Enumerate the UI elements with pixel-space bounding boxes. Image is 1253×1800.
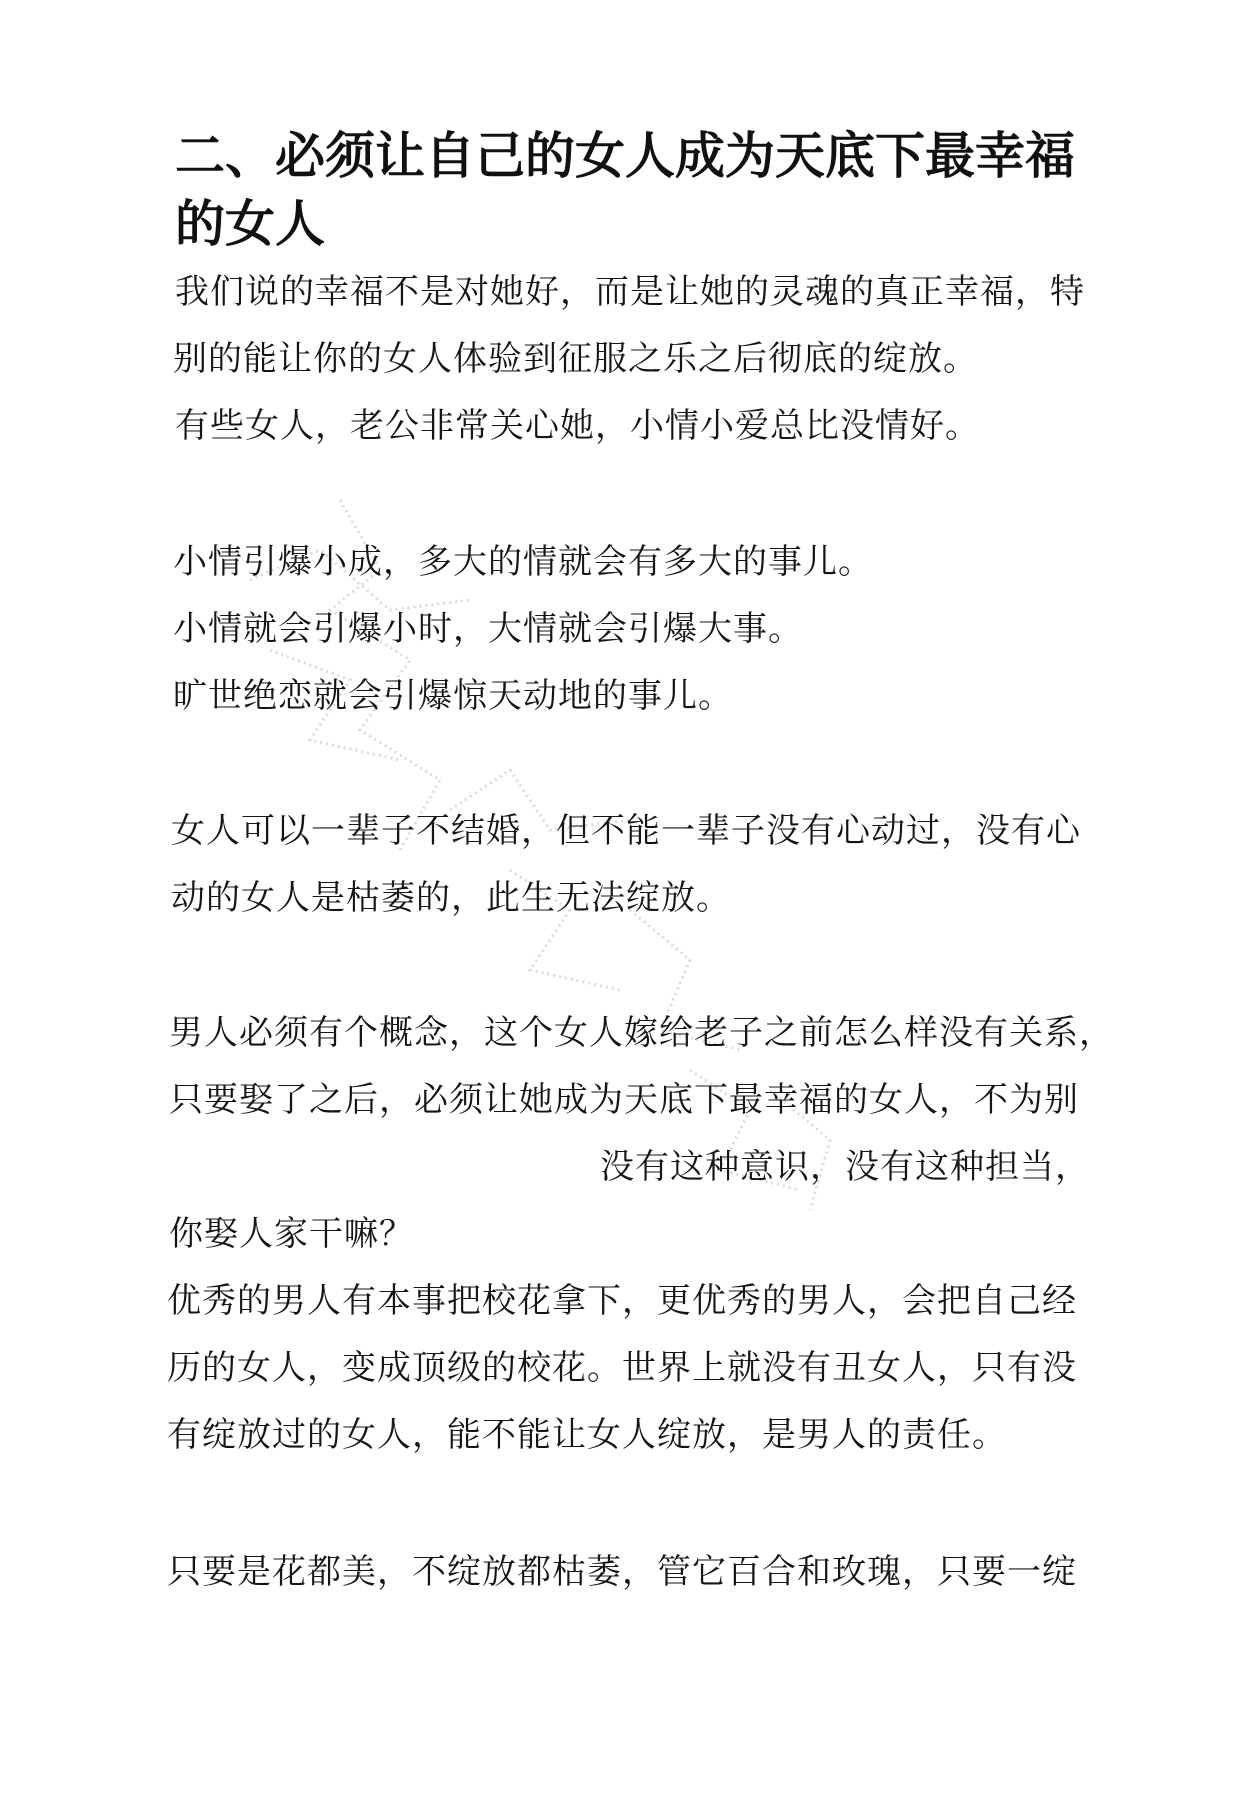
text-line: 旷世绝恋就会引爆惊天动地的事儿。 — [173, 676, 733, 716]
text-line: 只要娶了之后，必须让她成为天底下最幸福的女人，不为别 — [169, 1080, 1079, 1120]
text-line: 历的女人，变成顶级的校花。世界上就没有丑女人，只有没 — [167, 1348, 1077, 1388]
text-line: 别的能让你的女人体验到征服之乐之后彻底的绽放。 — [173, 339, 978, 379]
text-line: 男人必须有个概念，这个女人嫁给老子之前怎么样没有关系， — [169, 1013, 1114, 1053]
text-line: 有些女人，老公非常关心她，小情小爱总比没情好。 — [175, 406, 980, 446]
text-line: 女人可以一辈子不结婚，但不能一辈子没有心动过，没有心 — [171, 811, 1081, 851]
title-line-2: 的女人 — [175, 195, 325, 253]
text-line: 优秀的男人有本事把校花拿下，更优秀的男人，会把自己经 — [167, 1281, 1077, 1321]
text-line: 动的女人是枯萎的，此生无法绽放。 — [171, 878, 731, 918]
page-title — [175, 122, 1105, 258]
text-line: 小情就会引爆小时，大情就会引爆大事。 — [173, 609, 803, 649]
text-line: 我们说的幸福不是对她好，而是让她的灵魂的真正幸福，特 — [175, 272, 1085, 312]
text-line: 你娶人家干嘛？ — [169, 1214, 414, 1254]
text-line: 有绽放过的女人，能不能让女人绽放，是男人的责任。 — [167, 1415, 1007, 1455]
text-line: 只要是花都美，不绽放都枯萎，管它百合和玫瑰，只要一绽 — [167, 1552, 1077, 1592]
text-line: 没有这种意识，没有这种担当， — [600, 1147, 1090, 1187]
text-line: 小情引爆小成，多大的情就会有多大的事儿。 — [173, 542, 873, 582]
title-line-1: 二、必须让自己的女人成为天底下最幸福 — [175, 127, 1075, 185]
watermark-stamp — [210, 490, 930, 1250]
